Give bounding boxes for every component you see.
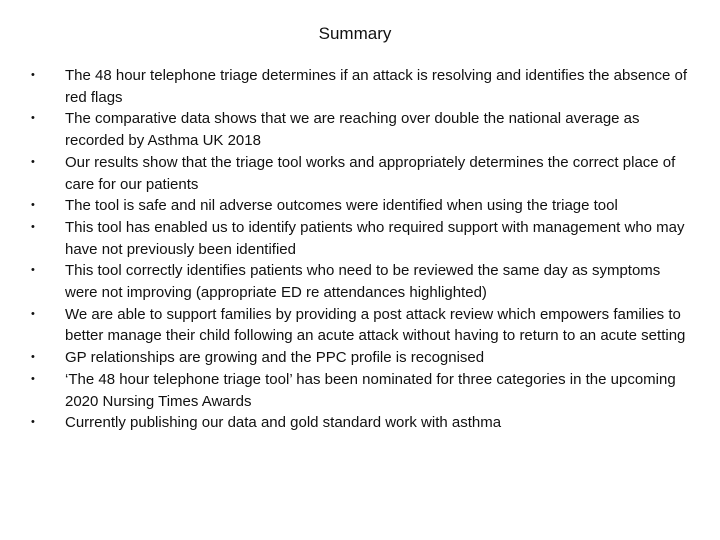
bullet-icon: •	[31, 155, 35, 168]
bullet-icon: •	[31, 416, 35, 429]
list-item	[20, 108, 696, 151]
bullet-text: GP relationships are growing and the PPC profile is recognised	[65, 349, 485, 367]
bullet-icon: •	[31, 351, 35, 364]
bullet-text: We are able to support families by providing a post attack review which empowers families to better manage their child following an acute attack without having to return to an acute setting	[65, 305, 686, 345]
bullet-text: ‘The 48 hour telephone triage tool’ has been nominated for three categories in the upcoming 2020 Nursing Times Awards	[65, 370, 676, 410]
bullet-list	[20, 65, 696, 434]
bullet-text: The comparative data shows that we are reaching over double the national average as recorded by Asthma UK 2018	[65, 110, 640, 150]
list-item	[20, 195, 696, 217]
list-item	[20, 65, 696, 108]
bullet-text: Our results show that the triage tool works and appropriately determines the correct place of care for our patients	[65, 153, 676, 193]
bullet-icon: •	[31, 112, 35, 125]
list-item	[20, 412, 696, 434]
slide-title: Summary	[318, 24, 392, 43]
list-item	[20, 217, 696, 260]
list-item	[20, 152, 696, 195]
bullet-icon: •	[31, 372, 35, 385]
bullet-text: This tool has enabled us to identify patients who required support with management who may have not previously been identified	[65, 218, 685, 258]
bullet-icon: •	[31, 69, 35, 81]
bullet-text: Currently publishing our data and gold standard work with asthma	[65, 414, 502, 432]
bullet-text: The tool is safe and nil adverse outcomes were identified when using the triage tool	[65, 197, 618, 215]
list-item	[20, 369, 696, 412]
list-item	[20, 347, 696, 369]
bullet-text: This tool correctly identifies patients who need to be reviewed the same day as symptoms were not improving (appropriate ED re attendances highlighted)	[65, 262, 661, 302]
list-item	[20, 304, 696, 347]
bullet-icon: •	[31, 264, 35, 277]
bullet-icon: •	[31, 199, 35, 212]
bullet-icon: •	[31, 220, 35, 233]
bullet-text: The 48 hour telephone triage determines if an attack is resolving and identifies the absence of red flags	[65, 67, 688, 106]
bullet-icon: •	[31, 307, 35, 320]
list-item	[20, 260, 696, 303]
